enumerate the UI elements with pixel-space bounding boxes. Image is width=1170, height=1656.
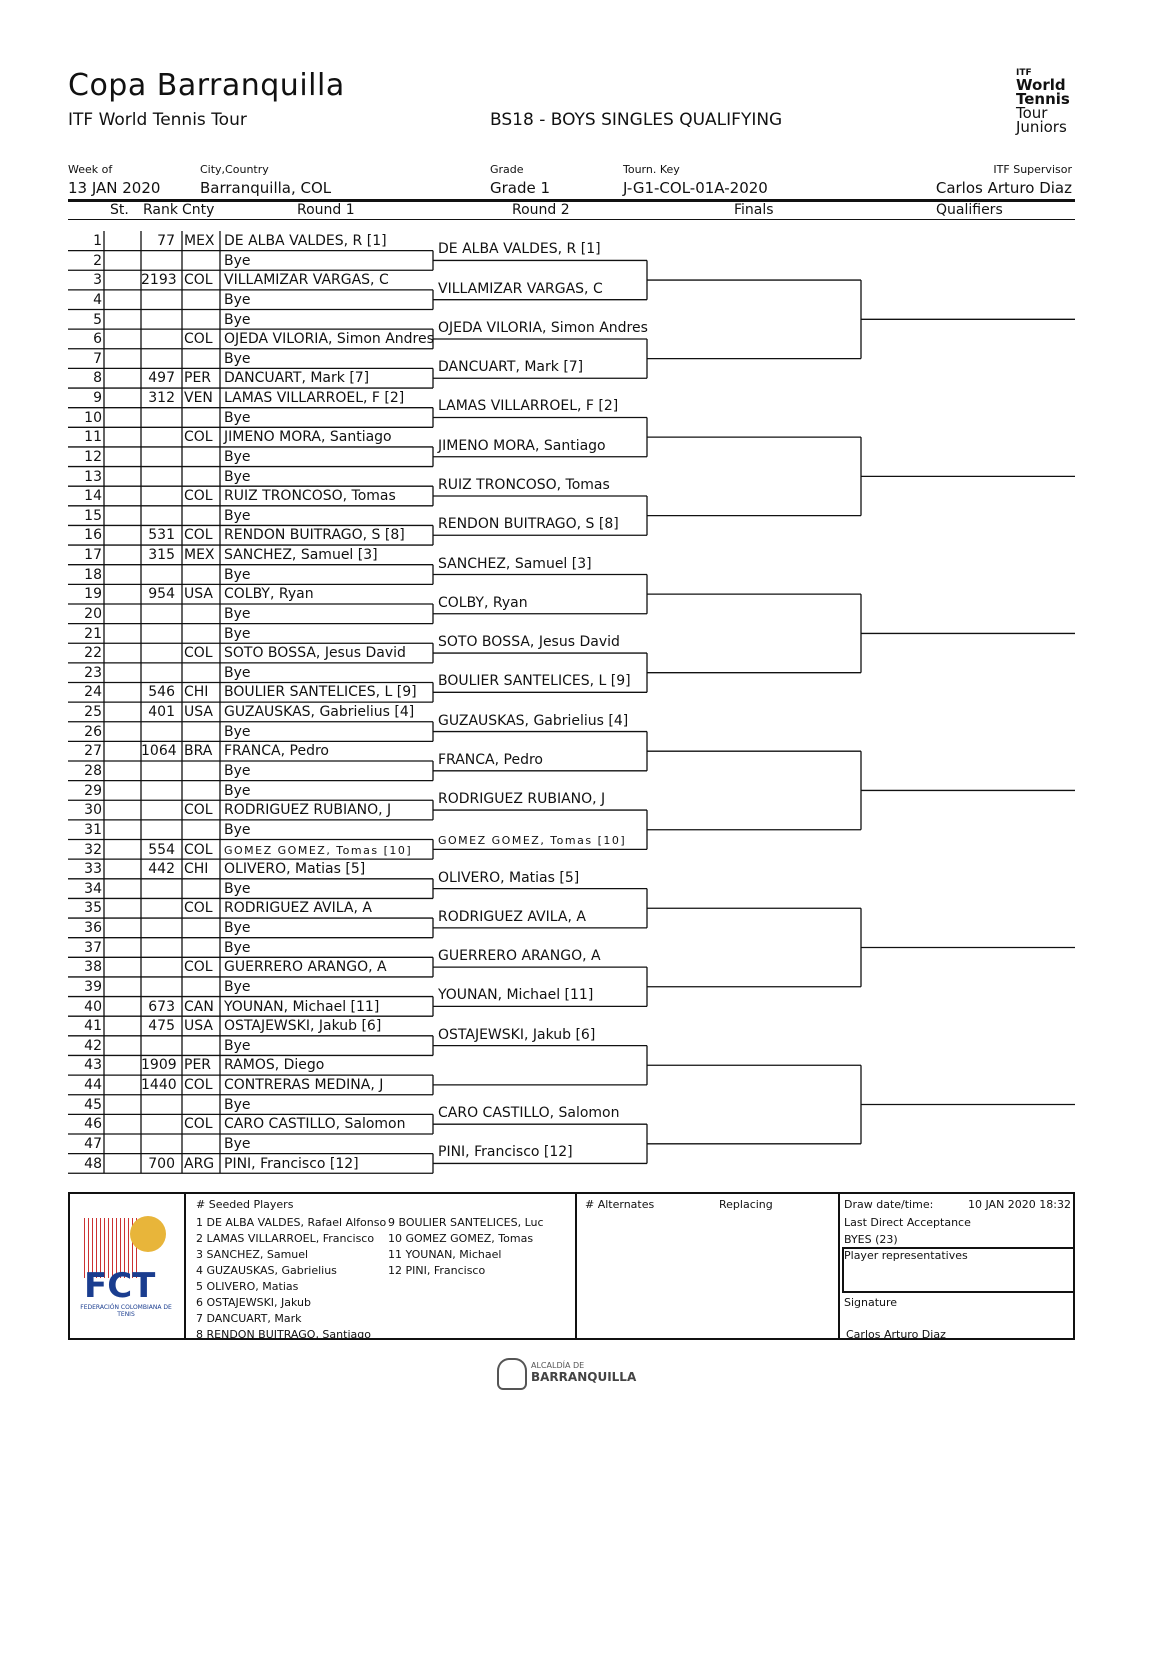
grade-label: Grade: [490, 163, 524, 176]
draw-position: 15: [84, 507, 102, 524]
player-rank: 673: [148, 998, 175, 1015]
alternates: # Alternates Replacing: [577, 1194, 840, 1338]
player-name: SOTO BOSSA, Jesus David: [224, 645, 406, 662]
draw-position: 39: [84, 978, 102, 995]
player-name: Bye: [224, 664, 251, 681]
draw-position: 30: [84, 802, 102, 819]
player-name: Bye: [224, 880, 251, 897]
player-country: COL: [184, 488, 213, 505]
player-country: COL: [184, 841, 213, 858]
draw-position: 17: [84, 547, 102, 564]
player-country: CAN: [184, 998, 214, 1015]
player-name: Bye: [224, 723, 251, 740]
draw-position: 9: [93, 390, 102, 407]
footer-box: [68, 1192, 1075, 1340]
player-name: GUERRERO ARANGO, A: [224, 959, 387, 976]
round2-entry: JIMENO MORA, Santiago: [438, 437, 606, 454]
seed-entry: 7 DANCUART, Mark: [196, 1312, 302, 1325]
draw-position: 25: [84, 704, 102, 721]
round2-entry: YOUNAN, Michael [11]: [438, 987, 594, 1004]
player-country: MEX: [184, 233, 215, 249]
round2-entry: RODRIGUEZ AVILA, A: [438, 908, 586, 925]
player-rank: 312: [148, 390, 175, 407]
seed-entry: 3 SANCHEZ, Samuel: [196, 1248, 309, 1261]
player-country: USA: [184, 1018, 213, 1035]
seed-entry: 8 RENDON BUITRAGO, Santiago: [196, 1328, 371, 1341]
player-name: Bye: [224, 978, 251, 995]
draw-position: 26: [84, 723, 102, 740]
seeded-players: # Seeded Players 1 DE ALBA VALDES, Rafael Alfonso 2 LAMAS VILLARROEL, Francisco 3 SANCHEZ, Samuel 4 GUZAUSKAS, Gabrielius 5 OLIVERO, Matias 6 OSTAJEWSKI, Jakub 7 DANCUART, Mark 8 RENDON BUITRAGO, Santiago 9 BOULIER SANTELICES, Luc 10 GOMEZ GOMEZ, Tomas 11 YOUNAN, Michael 12 PINI, Francisco: [186, 1194, 577, 1338]
player-name: Bye: [224, 409, 251, 426]
draw-position: 46: [84, 1116, 102, 1133]
draw-position: 32: [84, 841, 102, 858]
round2-entry: VILLAMIZAR VARGAS, C: [438, 280, 603, 297]
player-name: Bye: [224, 566, 251, 583]
player-name: Bye: [224, 1037, 251, 1054]
col-finals: Finals: [734, 202, 774, 218]
week-value: 13 JAN 2020: [68, 179, 161, 197]
city-value: Barranquilla, COL: [200, 179, 332, 197]
week-label: Week of: [68, 163, 113, 176]
player-name: OSTAJEWSKI, Jakub [6]: [224, 1018, 382, 1035]
player-rank: 442: [148, 861, 175, 878]
col-round1: Round 1: [297, 202, 355, 218]
round2-entry: SANCHEZ, Samuel [3]: [438, 555, 592, 572]
player-country: COL: [184, 331, 213, 348]
draw-position: 28: [84, 763, 102, 779]
draw-position: 12: [84, 448, 102, 465]
key-value: J-G1-COL-01A-2020: [623, 179, 768, 197]
player-name: Bye: [224, 782, 251, 799]
player-name: Bye: [224, 920, 251, 937]
draw-position: 40: [84, 998, 102, 1015]
draw-position: 31: [84, 821, 102, 838]
seed-entry: 6 OSTAJEWSKI, Jakub: [196, 1296, 312, 1309]
seed-entry: 9 BOULIER SANTELICES, Luc: [388, 1216, 544, 1229]
player-name: FRANCA, Pedro: [224, 743, 329, 760]
player-name: Bye: [224, 350, 251, 367]
player-country: COL: [184, 527, 213, 544]
round2-entry: RODRIGUEZ RUBIANO, J: [438, 791, 606, 808]
player-name: Bye: [224, 763, 251, 779]
draw-position: 43: [84, 1057, 102, 1074]
draw-position: 8: [93, 370, 102, 387]
round2-entry: DE ALBA VALDES, R [1]: [438, 241, 601, 258]
draw-position: 6: [93, 331, 102, 348]
draw-position: 36: [84, 920, 102, 937]
round2-entry: OJEDA VILORIA, Simon Andres: [438, 319, 648, 336]
fct-logo: FCT FEDERACIÓN COLOMBIANA DE TENIS: [70, 1194, 186, 1338]
player-name: Bye: [224, 821, 251, 838]
player-name: BOULIER SANTELICES, L [9]: [224, 684, 417, 701]
player-rank: 954: [148, 586, 175, 603]
draw-position: 47: [84, 1135, 102, 1152]
draw-position: 19: [84, 586, 102, 603]
round2-entry: SOTO BOSSA, Jesus David: [438, 634, 620, 651]
player-country: PER: [184, 370, 212, 387]
round2-entry: COLBY, Ryan: [438, 594, 528, 611]
col-st: St.: [110, 202, 129, 218]
player-rank: 546: [148, 684, 175, 701]
player-rank: 1909: [141, 1057, 177, 1074]
draw-position: 20: [84, 605, 102, 622]
col-cnty: Cnty: [182, 202, 215, 218]
draw-position: 14: [84, 488, 102, 505]
draw-position: 38: [84, 959, 102, 976]
draw-position: 48: [84, 1155, 102, 1172]
player-name: OLIVERO, Matias [5]: [224, 861, 366, 878]
player-country: COL: [184, 900, 213, 917]
player-country: USA: [184, 704, 213, 721]
seed-entry: 2 LAMAS VILLARROEL, Francisco: [196, 1232, 375, 1245]
player-country: USA: [184, 586, 213, 603]
player-country: CHI: [184, 684, 209, 701]
player-name: GOMEZ GOMEZ, Tomas [10]: [224, 843, 413, 857]
player-rank: 77: [157, 233, 175, 249]
player-name: RODRIGUEZ RUBIANO, J: [224, 802, 392, 819]
draw-position: 22: [84, 645, 102, 662]
supervisor-label: ITF Supervisor: [993, 163, 1072, 176]
round2-entry: GUZAUSKAS, Gabrielius [4]: [438, 712, 629, 729]
grade-value: Grade 1: [490, 179, 551, 197]
draw-position: 5: [93, 311, 102, 328]
player-rank: 1440: [141, 1077, 177, 1094]
round2-entry: RUIZ TRONCOSO, Tomas: [438, 477, 610, 493]
player-rank: 497: [148, 370, 175, 387]
player-rank: 700: [148, 1155, 175, 1172]
player-name: RAMOS, Diego: [224, 1057, 325, 1074]
player-name: VILLAMIZAR VARGAS, C: [224, 272, 389, 289]
itf-logo: ITF World Tennis Tour Juniors: [1016, 68, 1070, 136]
round2-entry: OLIVERO, Matias [5]: [438, 869, 580, 886]
player-country: COL: [184, 272, 213, 289]
draw-position: 11: [84, 429, 102, 446]
round2-entry: GOMEZ GOMEZ, Tomas [10]: [438, 834, 627, 848]
player-name: CARO CASTILLO, Salomon: [224, 1116, 406, 1133]
draw-position: 45: [84, 1096, 102, 1113]
player-rank: 1064: [141, 743, 177, 760]
player-name: Bye: [224, 291, 251, 308]
player-name: Bye: [224, 468, 251, 485]
draw-position: 21: [84, 625, 102, 642]
player-name: Bye: [224, 939, 251, 956]
draw-position: 23: [84, 664, 102, 681]
player-name: Bye: [224, 1096, 251, 1113]
draw-position: 24: [84, 684, 102, 701]
round2-entry: OSTAJEWSKI, Jakub [6]: [438, 1026, 596, 1043]
player-name: RUIZ TRONCOSO, Tomas: [224, 488, 396, 505]
player-country: COL: [184, 802, 213, 819]
draw-position: 37: [84, 939, 102, 956]
player-name: YOUNAN, Michael [11]: [224, 998, 380, 1015]
draw-position: 10: [84, 409, 102, 426]
seed-entry: 1 DE ALBA VALDES, Rafael Alfonso: [196, 1216, 387, 1229]
seed-entry: 10 GOMEZ GOMEZ, Tomas: [388, 1232, 534, 1245]
round2-entry: CARO CASTILLO, Salomon: [438, 1105, 620, 1122]
draw-info: Draw date/time: 10 JAN 2020 18:32 Last Direct Acceptance BYES (23) Player representatives Signature Carlos Arturo Diaz: [844, 1198, 1071, 1341]
round2-entry: DANCUART, Mark [7]: [438, 359, 584, 376]
player-name: Bye: [224, 252, 251, 269]
round2-entry: PINI, Francisco [12]: [438, 1144, 573, 1161]
player-country: PER: [184, 1057, 212, 1074]
player-name: Bye: [224, 625, 251, 642]
player-name: RODRIGUEZ AVILA, A: [224, 900, 372, 917]
key-label: Tourn. Key: [623, 163, 680, 176]
player-rank: 2193: [141, 272, 177, 289]
seed-entry: 12 PINI, Francisco: [388, 1264, 486, 1277]
player-name: Bye: [224, 1135, 251, 1152]
player-country: COL: [184, 1077, 213, 1094]
player-country: COL: [184, 1116, 213, 1133]
player-rank: 475: [148, 1018, 175, 1035]
player-name: LAMAS VILLARROEL, F [2]: [224, 390, 405, 407]
seed-entry: 5 OLIVERO, Matias: [196, 1280, 299, 1293]
col-rank: Rank: [143, 202, 178, 218]
player-name: DANCUART, Mark [7]: [224, 370, 370, 387]
draw-position: 3: [93, 272, 102, 289]
player-name: CONTRERAS MEDINA, J: [224, 1077, 384, 1094]
seed-entry: 4 GUZAUSKAS, Gabrielius: [196, 1264, 337, 1277]
player-name: Bye: [224, 507, 251, 524]
round2-entry: BOULIER SANTELICES, L [9]: [438, 673, 631, 690]
round2-entry: RENDON BUITRAGO, S [8]: [438, 516, 619, 533]
player-country: ARG: [184, 1155, 215, 1172]
draw-position: 44: [84, 1077, 102, 1094]
player-rank: 531: [148, 527, 175, 544]
draw-position: 2: [93, 252, 102, 269]
player-country: BRA: [184, 743, 213, 760]
draw-position: 13: [84, 468, 102, 485]
draw-position: 35: [84, 900, 102, 917]
player-name: Bye: [224, 605, 251, 622]
player-rank: 401: [148, 704, 175, 721]
event-name: BS18 - BOYS SINGLES QUALIFYING: [490, 110, 783, 130]
player-country: COL: [184, 429, 213, 446]
player-country: VEN: [184, 390, 213, 407]
player-country: COL: [184, 645, 213, 662]
player-country: COL: [184, 959, 213, 976]
draw-position: 41: [84, 1018, 102, 1035]
player-name: RENDON BUITRAGO, S [8]: [224, 527, 405, 544]
draw-position: 42: [84, 1037, 102, 1054]
draw-position: 4: [93, 291, 102, 308]
player-name: OJEDA VILORIA, Simon Andres: [224, 331, 434, 348]
player-name: SANCHEZ, Samuel [3]: [224, 547, 378, 564]
player-country: MEX: [184, 547, 215, 564]
draw-position: 29: [84, 782, 102, 799]
city-label: City,Country: [200, 163, 269, 176]
draw-position: 7: [93, 350, 102, 367]
tour-name: ITF World Tennis Tour: [68, 110, 247, 130]
draw-position: 1: [93, 233, 102, 249]
round2-entry: GUERRERO ARANGO, A: [438, 948, 601, 965]
draw-position: 27: [84, 743, 102, 760]
round2-entry: LAMAS VILLARROEL, F [2]: [438, 398, 619, 415]
seed-entry: 11 YOUNAN, Michael: [388, 1248, 502, 1261]
draw-position: 18: [84, 566, 102, 583]
player-rank: 554: [148, 841, 175, 858]
col-round2: Round 2: [512, 202, 570, 218]
player-name: JIMENO MORA, Santiago: [224, 429, 392, 446]
player-name: DE ALBA VALDES, R [1]: [224, 233, 387, 249]
col-qualifiers: Qualifiers: [936, 202, 1003, 218]
player-name: Bye: [224, 448, 251, 465]
round2-entry: FRANCA, Pedro: [438, 751, 543, 768]
player-name: GUZAUSKAS, Gabrielius [4]: [224, 704, 415, 721]
supervisor-value: Carlos Arturo Diaz: [935, 179, 1072, 197]
player-name: PINI, Francisco [12]: [224, 1155, 359, 1172]
draw-position: 16: [84, 527, 102, 544]
player-country: CHI: [184, 861, 209, 878]
draw-position: 34: [84, 880, 102, 897]
player-name: COLBY, Ryan: [224, 586, 314, 603]
tournament-title: Copa Barranquilla: [68, 68, 345, 103]
player-name: Bye: [224, 311, 251, 328]
player-rank: 315: [148, 547, 175, 564]
draw-position: 33: [84, 861, 102, 878]
